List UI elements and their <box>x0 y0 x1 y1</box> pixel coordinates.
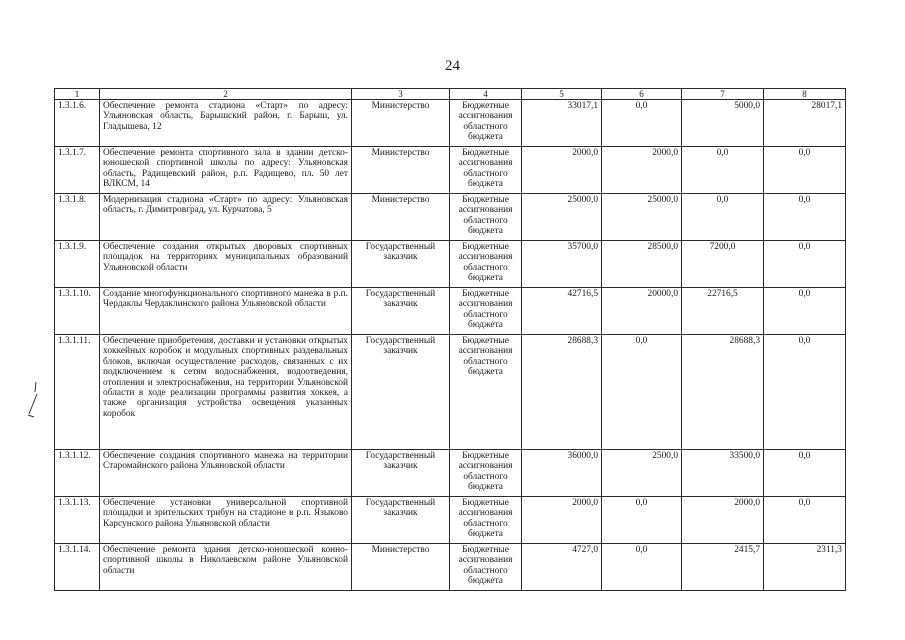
year-3-value: 28017,1 <box>764 100 846 147</box>
funding-source: Бюджетные ассигнования областного бюджета <box>450 335 522 450</box>
year-1-value: 2500,0 <box>602 450 682 497</box>
total-value: 2000,0 <box>522 497 602 544</box>
executor: Государственный заказчик <box>352 497 450 544</box>
table-row <box>55 194 846 241</box>
measure-name: Обеспечение установки универсальной спортивной площадки и зрительских трибун на стадионе в р.п. Языково Карсунского района Ульяновской области <box>100 497 352 544</box>
funding-source: Бюджетные ассигнования областного бюджета <box>450 194 522 241</box>
row-number: 1.3.1.9. <box>55 241 100 288</box>
year-3-value: 0,0 <box>764 241 846 288</box>
measure-name: Создание многофункционального спортивного манежа в р.п. Чердаклы Чердаклинского района Ульяновской области <box>100 288 352 335</box>
column-header: 5 <box>522 89 602 100</box>
pen-mark-icon <box>26 380 40 420</box>
table-row <box>55 450 846 497</box>
executor: Государственный заказчик <box>352 450 450 497</box>
table-row <box>55 100 846 147</box>
row-number: 1.3.1.13. <box>55 497 100 544</box>
row-number: 1.3.1.14. <box>55 544 100 591</box>
year-2-value: 28688,3 <box>682 335 764 450</box>
executor: Государственный заказчик <box>352 288 450 335</box>
table-row <box>55 497 846 544</box>
row-number: 1.3.1.10. <box>55 288 100 335</box>
total-value: 2000,0 <box>522 147 602 194</box>
measure-name: Обеспечение ремонта стадиона «Старт» по адресу: Ульяновская область, Барышский район, г. Барыш, ул. Гладышева, 12 <box>100 100 352 147</box>
year-2-value: 22716,5 <box>682 288 764 335</box>
year-1-value: 0,0 <box>602 497 682 544</box>
year-1-value: 2000,0 <box>602 147 682 194</box>
column-header: 1 <box>55 89 100 100</box>
year-3-value: 0,0 <box>764 194 846 241</box>
table-row <box>55 544 846 591</box>
year-2-value: 5000,0 <box>682 100 764 147</box>
funding-source: Бюджетные ассигнования областного бюджета <box>450 100 522 147</box>
year-1-value: 20000,0 <box>602 288 682 335</box>
total-value: 33017,1 <box>522 100 602 147</box>
year-2-value: 33500,0 <box>682 450 764 497</box>
year-2-value: 0,0 <box>682 147 764 194</box>
row-number: 1.3.1.6. <box>55 100 100 147</box>
measure-name: Обеспечение создания открытых дворовых спортивных площадок на территориях муниципальных образований Ульяновской области <box>100 241 352 288</box>
year-3-value: 0,0 <box>764 288 846 335</box>
measure-name: Обеспечение создания спортивного манежа на территории Старомайнского района Ульяновской области <box>100 450 352 497</box>
funding-source: Бюджетные ассигнования областного бюджета <box>450 147 522 194</box>
executor: Государственный заказчик <box>352 241 450 288</box>
total-value: 42716,5 <box>522 288 602 335</box>
column-header: 2 <box>100 89 352 100</box>
executor: Министерство <box>352 194 450 241</box>
column-header: 7 <box>682 89 764 100</box>
column-header: 6 <box>602 89 682 100</box>
header-row <box>55 89 846 100</box>
year-1-value: 0,0 <box>602 544 682 591</box>
year-3-value: 0,0 <box>764 497 846 544</box>
funding-source: Бюджетные ассигнования областного бюджета <box>450 544 522 591</box>
measure-name: Обеспечение ремонта спортивного зала в здании детско-юношеской спортивной школы по адресу: Ульяновская область, Радищевский район, р.п. Радищево, пл. 50 лет ВЛКСМ, 14 <box>100 147 352 194</box>
funding-source: Бюджетные ассигнования областного бюджета <box>450 450 522 497</box>
year-2-value: 7200,0 <box>682 241 764 288</box>
total-value: 25000,0 <box>522 194 602 241</box>
measure-name: Обеспечение ремонта здания детско-юношеской конно-спортивной школы в Николаевском районе Ульяновской области <box>100 544 352 591</box>
row-number: 1.3.1.7. <box>55 147 100 194</box>
year-3-value: 0,0 <box>764 147 846 194</box>
year-3-value: 2311,3 <box>764 544 846 591</box>
total-value: 35700,0 <box>522 241 602 288</box>
measure-name: Модернизация стадиона «Старт» по адресу: Ульяновская область, г. Димитровград, ул. Курчатова, 5 <box>100 194 352 241</box>
year-1-value: 25000,0 <box>602 194 682 241</box>
year-1-value: 0,0 <box>602 335 682 450</box>
total-value: 36000,0 <box>522 450 602 497</box>
funding-source: Бюджетные ассигнования областного бюджета <box>450 288 522 335</box>
row-number: 1.3.1.12. <box>55 450 100 497</box>
row-number: 1.3.1.11. <box>55 335 100 450</box>
year-2-value: 2415,7 <box>682 544 764 591</box>
year-2-value: 0,0 <box>682 194 764 241</box>
table-row <box>55 335 846 450</box>
year-1-value: 28500,0 <box>602 241 682 288</box>
executor: Государственный заказчик <box>352 335 450 450</box>
funding-source: Бюджетные ассигнования областного бюджета <box>450 497 522 544</box>
column-header: 8 <box>764 89 846 100</box>
total-value: 4727,0 <box>522 544 602 591</box>
page-number: 24 <box>445 58 460 74</box>
year-1-value: 0,0 <box>602 100 682 147</box>
measure-name: Обеспечение приобретения, доставки и установки открытых хоккейных коробок и модульных спортивных раздевальных блоков, включая осуществление расходов, связанных с их подключением к сетям водоснабжения, водоотведения, отопления и электроснабжения, на территории Ульяновской области в ходе реализации программы развития хоккея, а также организация устройства освещения указанных коробок <box>100 335 352 450</box>
year-2-value: 2000,0 <box>682 497 764 544</box>
year-3-value: 0,0 <box>764 450 846 497</box>
executor: Министерство <box>352 147 450 194</box>
column-header: 3 <box>352 89 450 100</box>
budget-table <box>54 88 846 591</box>
year-3-value: 0,0 <box>764 335 846 450</box>
executor: Министерство <box>352 544 450 591</box>
funding-source: Бюджетные ассигнования областного бюджета <box>450 241 522 288</box>
total-value: 28688,3 <box>522 335 602 450</box>
column-header: 4 <box>450 89 522 100</box>
table-row <box>55 147 846 194</box>
table-row <box>55 241 846 288</box>
executor: Министерство <box>352 100 450 147</box>
row-number: 1.3.1.8. <box>55 194 100 241</box>
table-row <box>55 288 846 335</box>
